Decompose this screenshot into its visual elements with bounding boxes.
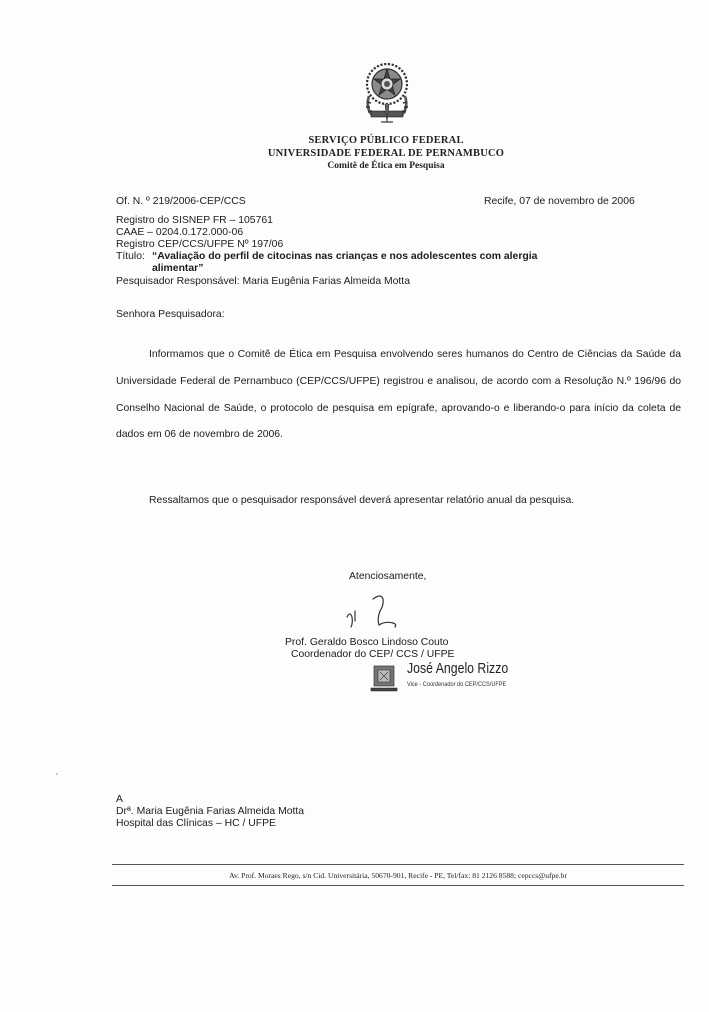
signatory-name: Prof. Geraldo Bosco Lindoso Couto [285,637,449,648]
responsible-researcher: Pesquisador Responsável: Maria Eugênia Farias Almeida Motta [116,276,410,287]
recipient-prefix: A [116,794,123,805]
stamp-emblem [368,662,401,694]
recipient-institution: Hospital das Clínicas – HC / UFPE [116,818,276,829]
salutation: Senhora Pesquisadora: [116,309,225,320]
place-date: Recife, 07 de novembro de 2006 [484,196,635,207]
paragraph-report-text: Ressaltamos que o pesquisador responsável deverá apresentar relatório anual da pesquisa. [149,495,575,506]
footer-address: Av. Prof. Moraes Rego, s/n Cid. Universitária, 50670-901, Recife - PE, Tel/fax: 81 2126 8588; cepccs@ufpe.br [229,871,567,880]
letterhead-line-2: UNIVERSIDADE FEDERAL DE PERNAMBUCO [267,148,505,159]
recipient-name: Drª. Maria Eugênia Farias Almeida Motta [116,806,305,817]
paragraph-approval-text: Informamos que o Comitê de Ética em Pesquisa envolvendo seres humanos do Centro de Ciências da Saúde da Universidade Federal de Pernambuco (CEP/CCS/UFPE) registrou e analisou, de acordo com a Resolução N.º 196/96 do Conselho Nacional de Saúde, o protocolo de pesquisa em epígrafe, aprovando-o e liberando-o para início da coleta de dados em 06 de novembro de 2006. [116,349,681,441]
letterhead-line-1: SERVIÇO PÚBLICO FEDERAL [308,135,464,146]
caae-number: CAAE – 0204.0.172.000-06 [116,227,244,238]
project-title-line-1: “Avaliação do perfil de citocinas nas crianças e nos adolescentes com alergia [152,251,538,262]
paragraph-approval [116,342,681,449]
signatory-role: Coordenador do CEP/ CCS / UFPE [291,649,455,660]
coat-of-arms-emblem [361,56,413,134]
closing: Atenciosamente, [349,571,427,582]
paragraph-report [116,493,681,508]
scan-speck [56,773,58,775]
footer-rule-top [112,864,684,865]
project-title-label: Título: [116,251,145,262]
footer-rule-bottom [112,885,684,886]
stamp-name: José Angelo Rizzo [407,660,509,677]
stamp-role: Vice - Coordenador do CEP/CCS/UFPE [407,681,507,688]
letterhead-line-3: Comitê de Ética em Pesquisa [327,161,445,171]
office-reference: Of. N. º 219/2006-CEP/CCS [116,196,246,207]
sisnep-registry: Registro do SISNEP FR – 105761 [116,215,273,226]
project-title-line-2: alimentar” [152,263,204,274]
handwritten-signature [343,593,418,633]
cep-registry: Registro CEP/CCS/UFPE Nº 197/06 [116,239,284,250]
